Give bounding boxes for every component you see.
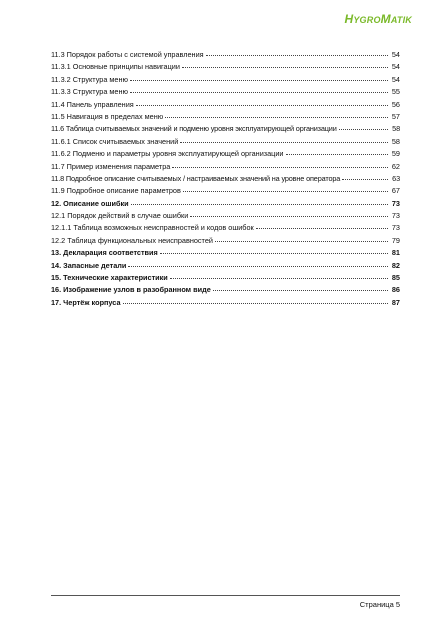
toc-leader-dots [165,117,388,118]
toc-entry-title: 11.3.1 Основные принципы навигации [51,62,180,72]
toc-entry[interactable] [51,99,400,111]
footer-divider [51,595,400,596]
toc-leader-dots [213,290,388,291]
toc-entry-title: 11.3 Порядок работы с системой управления [51,50,204,59]
toc-entry-page: 57 [391,111,400,121]
table-of-contents [51,49,400,309]
toc-entry-page: 79 [391,235,400,245]
toc-leader-dots [215,241,388,242]
toc-entry-page: 85 [391,273,400,283]
toc-entry[interactable] [51,247,400,259]
toc-entry-title: 11.3.2 Структура меню [51,74,128,84]
toc-entry-title: 11.6 Таблица считываемых значений и подменю уровня эксплуатирующей организации [51,124,337,134]
toc-entry-title: 11.6.1 Список считываемых значений [51,136,179,146]
toc-entry-page: 55 [391,87,400,97]
toc-entry-page: 73 [391,198,400,208]
toc-leader-dots [172,167,388,168]
toc-leader-dots [136,105,388,106]
toc-entry-page: 73 [391,211,400,221]
toc-leader-dots [286,154,388,155]
toc-entry[interactable] [51,185,400,197]
toc-leader-dots [128,266,388,267]
toc-entry[interactable] [51,260,400,272]
toc-entry-page: 82 [391,260,400,270]
toc-entry-page: 73 [391,223,400,233]
toc-entry-title: 11.6.2 Подменю и параметры уровня эксплуатирующей организации [51,149,284,159]
toc-entry-title: 12. Описание ошибки [51,198,129,208]
toc-entry[interactable] [51,61,400,73]
toc-leader-dots [342,179,388,180]
toc-leader-dots [170,278,388,279]
toc-entry[interactable] [51,284,400,296]
toc-entry-page: 59 [391,149,400,159]
logo-letter-m: M [380,12,391,26]
hygromatik-logo [344,11,412,27]
toc-entry-title: 11.4 Панель управления [51,99,134,109]
toc-leader-dots [130,80,388,81]
toc-entry-page: 56 [391,99,400,109]
toc-entry[interactable] [51,222,400,234]
toc-entry-title: 12.1.1 Таблица возможных неисправностей и кодов ошибок [51,223,254,233]
toc-entry[interactable] [51,136,400,148]
toc-entry-title: 11.8 Подробное описание считываемых / настраиваемых значений на уровне оператора [51,173,341,183]
logo-letter-h: H [344,12,354,26]
toc-entry-page: 86 [391,285,400,295]
toc-entry[interactable] [51,86,400,98]
toc-entry-page: 54 [391,74,400,84]
toc-leader-dots [123,303,388,304]
toc-entry[interactable] [51,111,400,123]
toc-leader-dots [206,55,388,56]
toc-entry-title: 17. Чертёж корпуса [51,297,121,307]
toc-entry-title: 14. Запасные детали [51,260,127,270]
toc-leader-dots [339,129,388,130]
toc-entry[interactable] [51,198,400,210]
toc-entry-title: 11.7 Пример изменения параметра [51,161,171,171]
toc-entry-title: 12.2 Таблица функциональных неисправностей [51,235,213,245]
toc-leader-dots [183,191,388,192]
toc-entry[interactable] [51,173,400,185]
logo-text-ygro: YGRO [353,15,381,25]
toc-entry[interactable] [51,123,400,135]
toc-entry[interactable] [51,235,400,247]
toc-leader-dots [130,92,388,93]
page-number: Страница 5 [359,600,400,609]
toc-entry-title: 11.5 Навигация в пределах меню [51,111,164,121]
toc-leader-dots [256,228,388,229]
toc-entry-title: 11.9 Подробное описание параметров [51,186,181,196]
toc-entry-page: 58 [392,124,400,134]
toc-entry-title: 11.3.3 Структура меню [51,87,128,97]
toc-leader-dots [160,253,388,254]
toc-leader-dots [180,142,388,143]
toc-entry-title: 15. Технические характеристики [51,273,168,283]
toc-entry-page: 63 [392,173,400,183]
toc-entry-title: 12.1 Порядок действий в случае ошибки [51,211,189,221]
toc-entry[interactable] [51,161,400,173]
toc-leader-dots [131,204,388,205]
toc-leader-dots [182,67,388,68]
toc-entry-title: 13. Декларация соответствия [51,248,158,258]
toc-entry-page: 67 [391,186,400,196]
toc-entry[interactable] [51,210,400,222]
toc-entry-title: 16. Изображение узлов в разобранном виде [51,285,211,295]
toc-entry-page: 54 [391,62,400,72]
toc-entry-page: 58 [391,136,400,146]
toc-entry[interactable] [51,49,400,61]
toc-entry[interactable] [51,74,400,86]
logo-text-atik: ATIK [390,15,412,25]
toc-entry-page: 81 [391,248,400,258]
toc-entry-page: 62 [391,161,400,171]
toc-leader-dots [190,216,388,217]
toc-entry[interactable] [51,297,400,309]
toc-entry[interactable] [51,272,400,284]
toc-entry-page: 54 [391,50,400,59]
toc-entry[interactable] [51,148,400,160]
toc-entry-page: 87 [391,297,400,307]
